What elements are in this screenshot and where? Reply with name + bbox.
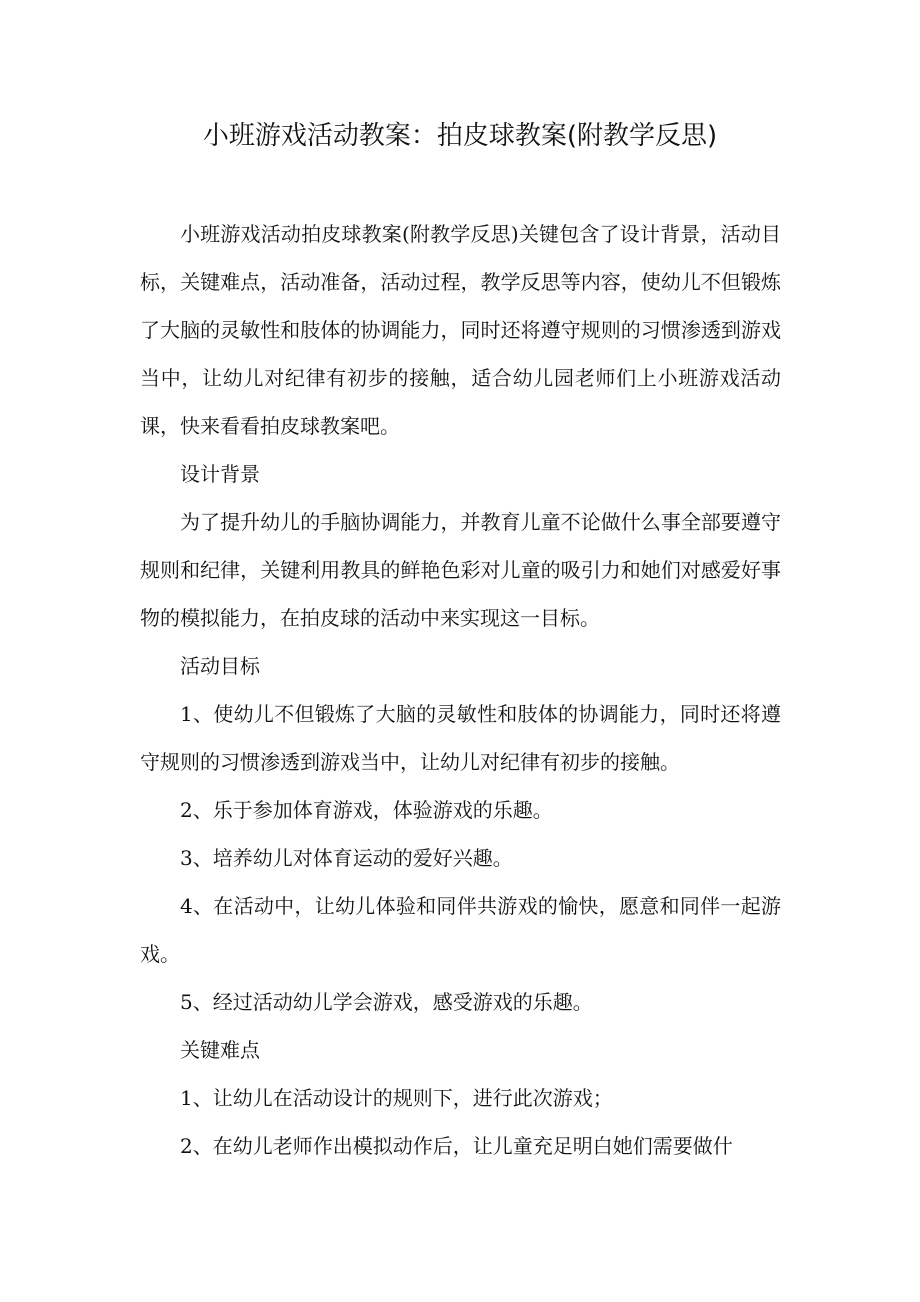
design-background-paragraph: 为了提升幼儿的手脑协调能力，并教育儿童不论做什么事全部要遵守规则和纪律，关键利用教具的鲜艳色彩对儿童的吸引力和她们对感爱好事物的模拟能力，在拍皮球的活动中来实现这一目标。 (140, 510, 781, 630)
goal-item-1: 1、使幼儿不但锻炼了大脑的灵敏性和肢体的协调能力，同时还将遵守规则的习惯渗透到游戏当中，让幼儿对纪律有初步的接触。 (140, 702, 781, 774)
section-heading-key-difficulties: 关键难点 (180, 1038, 260, 1062)
document-title: 小班游戏活动教案：拍皮球教案(附教学反思) (202, 121, 718, 151)
goal-item-3: 3、培养幼儿对体育运动的爱好兴趣。 (180, 846, 513, 870)
document-body (140, 210, 781, 1170)
difficulty-item-2: 2、在幼儿老师作出模拟动作后，让儿童充足明白她们需要做什 (180, 1134, 733, 1158)
difficulty-item-1: 1、让幼儿在活动设计的规则下，进行此次游戏； (180, 1086, 613, 1110)
goal-item-2: 2、乐于参加体育游戏，体验游戏的乐趣。 (180, 798, 553, 822)
section-heading-activity-goals: 活动目标 (180, 654, 260, 678)
intro-paragraph: 小班游戏活动拍皮球教案(附教学反思)关键包含了设计背景，活动目标，关键难点，活动准备，活动过程，教学反思等内容，使幼儿不但锻炼了大脑的灵敏性和肢体的协调能力，同时还将遵守规则的习惯渗透到游戏当中，让幼儿对纪律有初步的接触，适合幼儿园老师们上小班游戏活动课，快来看看拍皮球教案吧。 (140, 222, 781, 438)
section-heading-design-background: 设计背景 (180, 462, 260, 486)
goal-item-4: 4、在活动中，让幼儿体验和同伴共游戏的愉快，愿意和同伴一起游戏。 (140, 894, 781, 966)
goal-item-5: 5、经过活动幼儿学会游戏，感受游戏的乐趣。 (180, 990, 593, 1014)
